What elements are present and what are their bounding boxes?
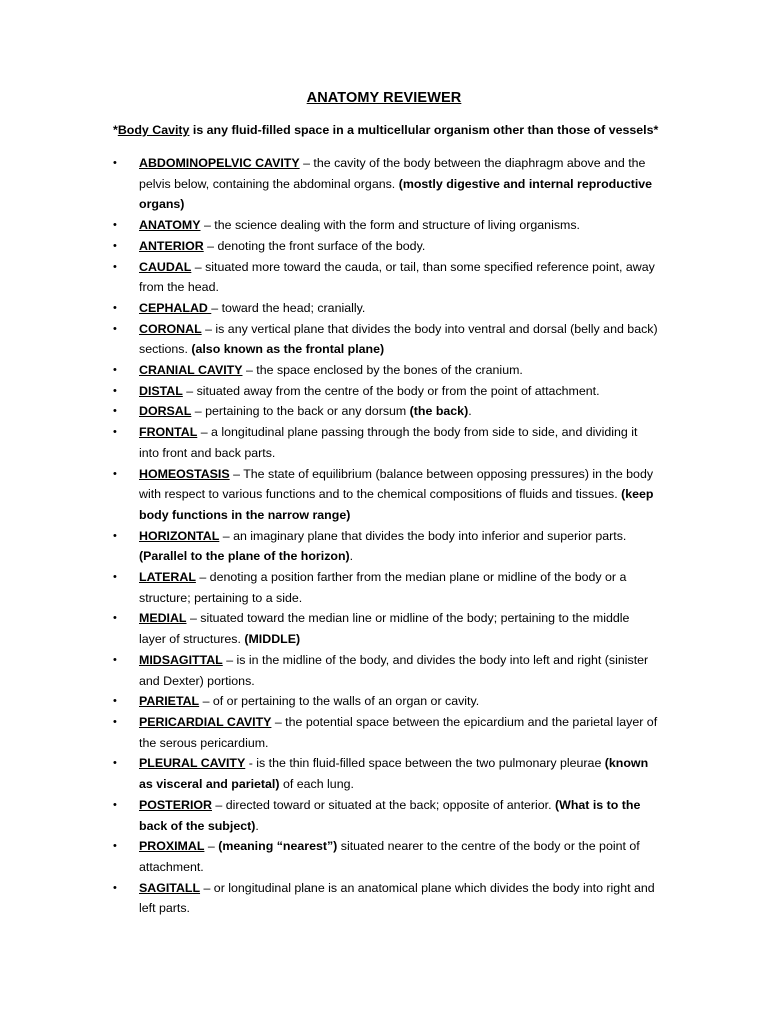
term-item [113,298,658,319]
term-item [113,608,658,649]
term-word: CORONAL [139,321,202,336]
term-item [113,153,658,215]
bullet-icon: • [113,840,117,853]
term-definition: – directed toward or situated at the back; opposite of anterior. [211,797,555,812]
term-note: (also known as the frontal plane) [191,342,385,357]
term-word: ANTERIOR [139,238,204,253]
term-item [113,567,658,608]
term-tail: . [349,549,354,564]
term-item [113,381,658,402]
term-item [113,691,658,712]
bullet-icon: • [113,695,117,708]
term-tail: . [255,818,259,833]
term-tail: situated nearer to the centre of the body or the point of attachment. [139,839,640,874]
bullet-icon: • [113,157,117,169]
bullet-icon: • [113,426,117,439]
term-item [113,401,658,422]
term-note: (keep body functions in the narrow range) [139,487,654,522]
bullet-icon: • [113,260,117,273]
term-item [113,650,658,691]
term-item [113,257,658,298]
bullet-icon: • [113,612,117,625]
intro-text: is any fluid-filled space in a multicellular organism other than those of vessels* [189,123,659,137]
term-word: PARIETAL [139,694,200,709]
bullet-icon: • [113,364,117,377]
term-item [113,319,658,360]
term-definition: – a longitudinal plane passing through the body from side to side, and dividing it into front and back parts. [139,425,638,460]
bullet-icon: • [113,384,117,397]
term-definition: – the potential space between the epicardium and the parietal layer of the serous pericardium. [139,714,658,750]
term-definition: – The state of equilibrium (balance between opposing pressures) in the body with respect to various functions and to the chemical compositions of fluids and tissues. [139,466,654,502]
term-note: (meaning “nearest”) [218,839,338,854]
intro-term: Body Cavity [117,123,190,137]
term-item [113,878,658,919]
term-note: (Parallel to the plane of the horizon) [139,549,350,564]
bullet-icon: • [113,653,117,666]
term-word: CRANIAL CAVITY [139,363,243,378]
term-item [113,215,658,236]
term-item [113,526,658,567]
term-item [113,753,658,794]
term-note: (the back) [409,404,469,419]
term-note: (What is to the back of the subject) [139,797,641,833]
term-definition: – denoting a position farther from the median plane or midline of the body or a structure; pertaining to a side. [139,570,627,605]
term-word: LATERAL [139,570,196,585]
term-definition: – the space enclosed by the bones of the cranium. [242,363,523,378]
term-definition: – denoting the front surface of the body. [203,238,426,253]
term-word: PERICARDIAL CAVITY [139,714,272,729]
bullet-icon: • [113,715,117,728]
bullet-icon: • [113,219,117,232]
term-item [113,712,658,753]
term-definition: – an imaginary plane that divides the body into inferior and superior parts. [219,528,627,543]
term-item [113,836,658,877]
term-definition: – [204,839,219,854]
term-definition: – pertaining to the back or any dorsum [191,404,410,419]
term-item [113,422,658,463]
bullet-icon: • [113,405,117,418]
term-definition: – situated away from the centre of the body or from the point of attachment. [182,383,600,398]
term-tail: of each lung. [279,777,354,792]
term-definition: – or longitudinal plane is an anatomical plane which divides the body into right and left parts. [139,880,655,916]
bullet-icon: • [113,881,117,894]
bullet-icon: • [113,757,117,770]
term-word: HORIZONTAL [139,528,220,543]
intro-prefix: * [113,123,118,137]
term-note: (MIDDLE) [244,632,301,647]
term-word: HOMEOSTASIS [139,466,230,481]
bullet-icon: • [113,571,117,584]
term-word: CAUDAL [139,259,192,274]
term-word: DISTAL [139,383,183,398]
term-word: PROXIMAL [139,839,205,854]
term-word: ABDOMINOPELVIC CAVITY [139,156,300,170]
term-word: ANATOMY [139,218,201,233]
bullet-icon: • [113,798,117,811]
term-definition: – situated more toward the cauda, or tail, than some specified reference point, away from the head. [139,259,655,295]
term-definition: – is in the midline of the body, and divides the body into left and right (sinister and Dexter) portions. [139,652,649,688]
term-word: CEPHALAD [139,300,212,315]
term-definition: – the cavity of the body between the diaphragm above and the pelvis below, containing the abdominal organs. [139,156,646,191]
term-word: PLEURAL CAVITY [139,756,246,771]
term-note: (known as visceral and parietal) [139,756,649,792]
bullet-icon: • [113,322,117,335]
intro-line [113,123,673,137]
term-word: DORSAL [139,404,192,419]
document-title: ANATOMY REVIEWER [306,90,462,106]
bullet-icon: • [113,239,117,252]
term-definition: – the science dealing with the form and structure of living organisms. [200,218,580,233]
term-word: MEDIAL [139,611,187,626]
term-note: (mostly digestive and internal reproductive organs) [139,176,653,212]
term-word: POSTERIOR [139,797,212,812]
term-item [113,464,658,526]
term-tail: . [468,404,472,419]
term-definition: – toward the head; cranially. [211,300,366,315]
term-item [113,360,658,381]
term-definition: - is the thin fluid-filled space between the two pulmonary pleurae [245,756,605,771]
bullet-icon: • [113,529,117,542]
terms-list [113,153,658,919]
term-word: FRONTAL [139,425,198,440]
term-word: MIDSAGITTAL [139,652,223,667]
term-item [113,236,658,257]
term-definition: – is any vertical plane that divides the body into ventral and dorsal (belly and back) sections. [139,321,658,357]
term-item [113,795,658,836]
term-definition: – of or pertaining to the walls of an organ or cavity. [199,694,480,709]
term-definition: – situated toward the median line or midline of the body; pertaining to the middle layer of structures. [139,611,630,647]
bullet-icon: • [113,467,117,480]
bullet-icon: • [113,301,117,314]
term-word: SAGITALL [139,880,201,895]
